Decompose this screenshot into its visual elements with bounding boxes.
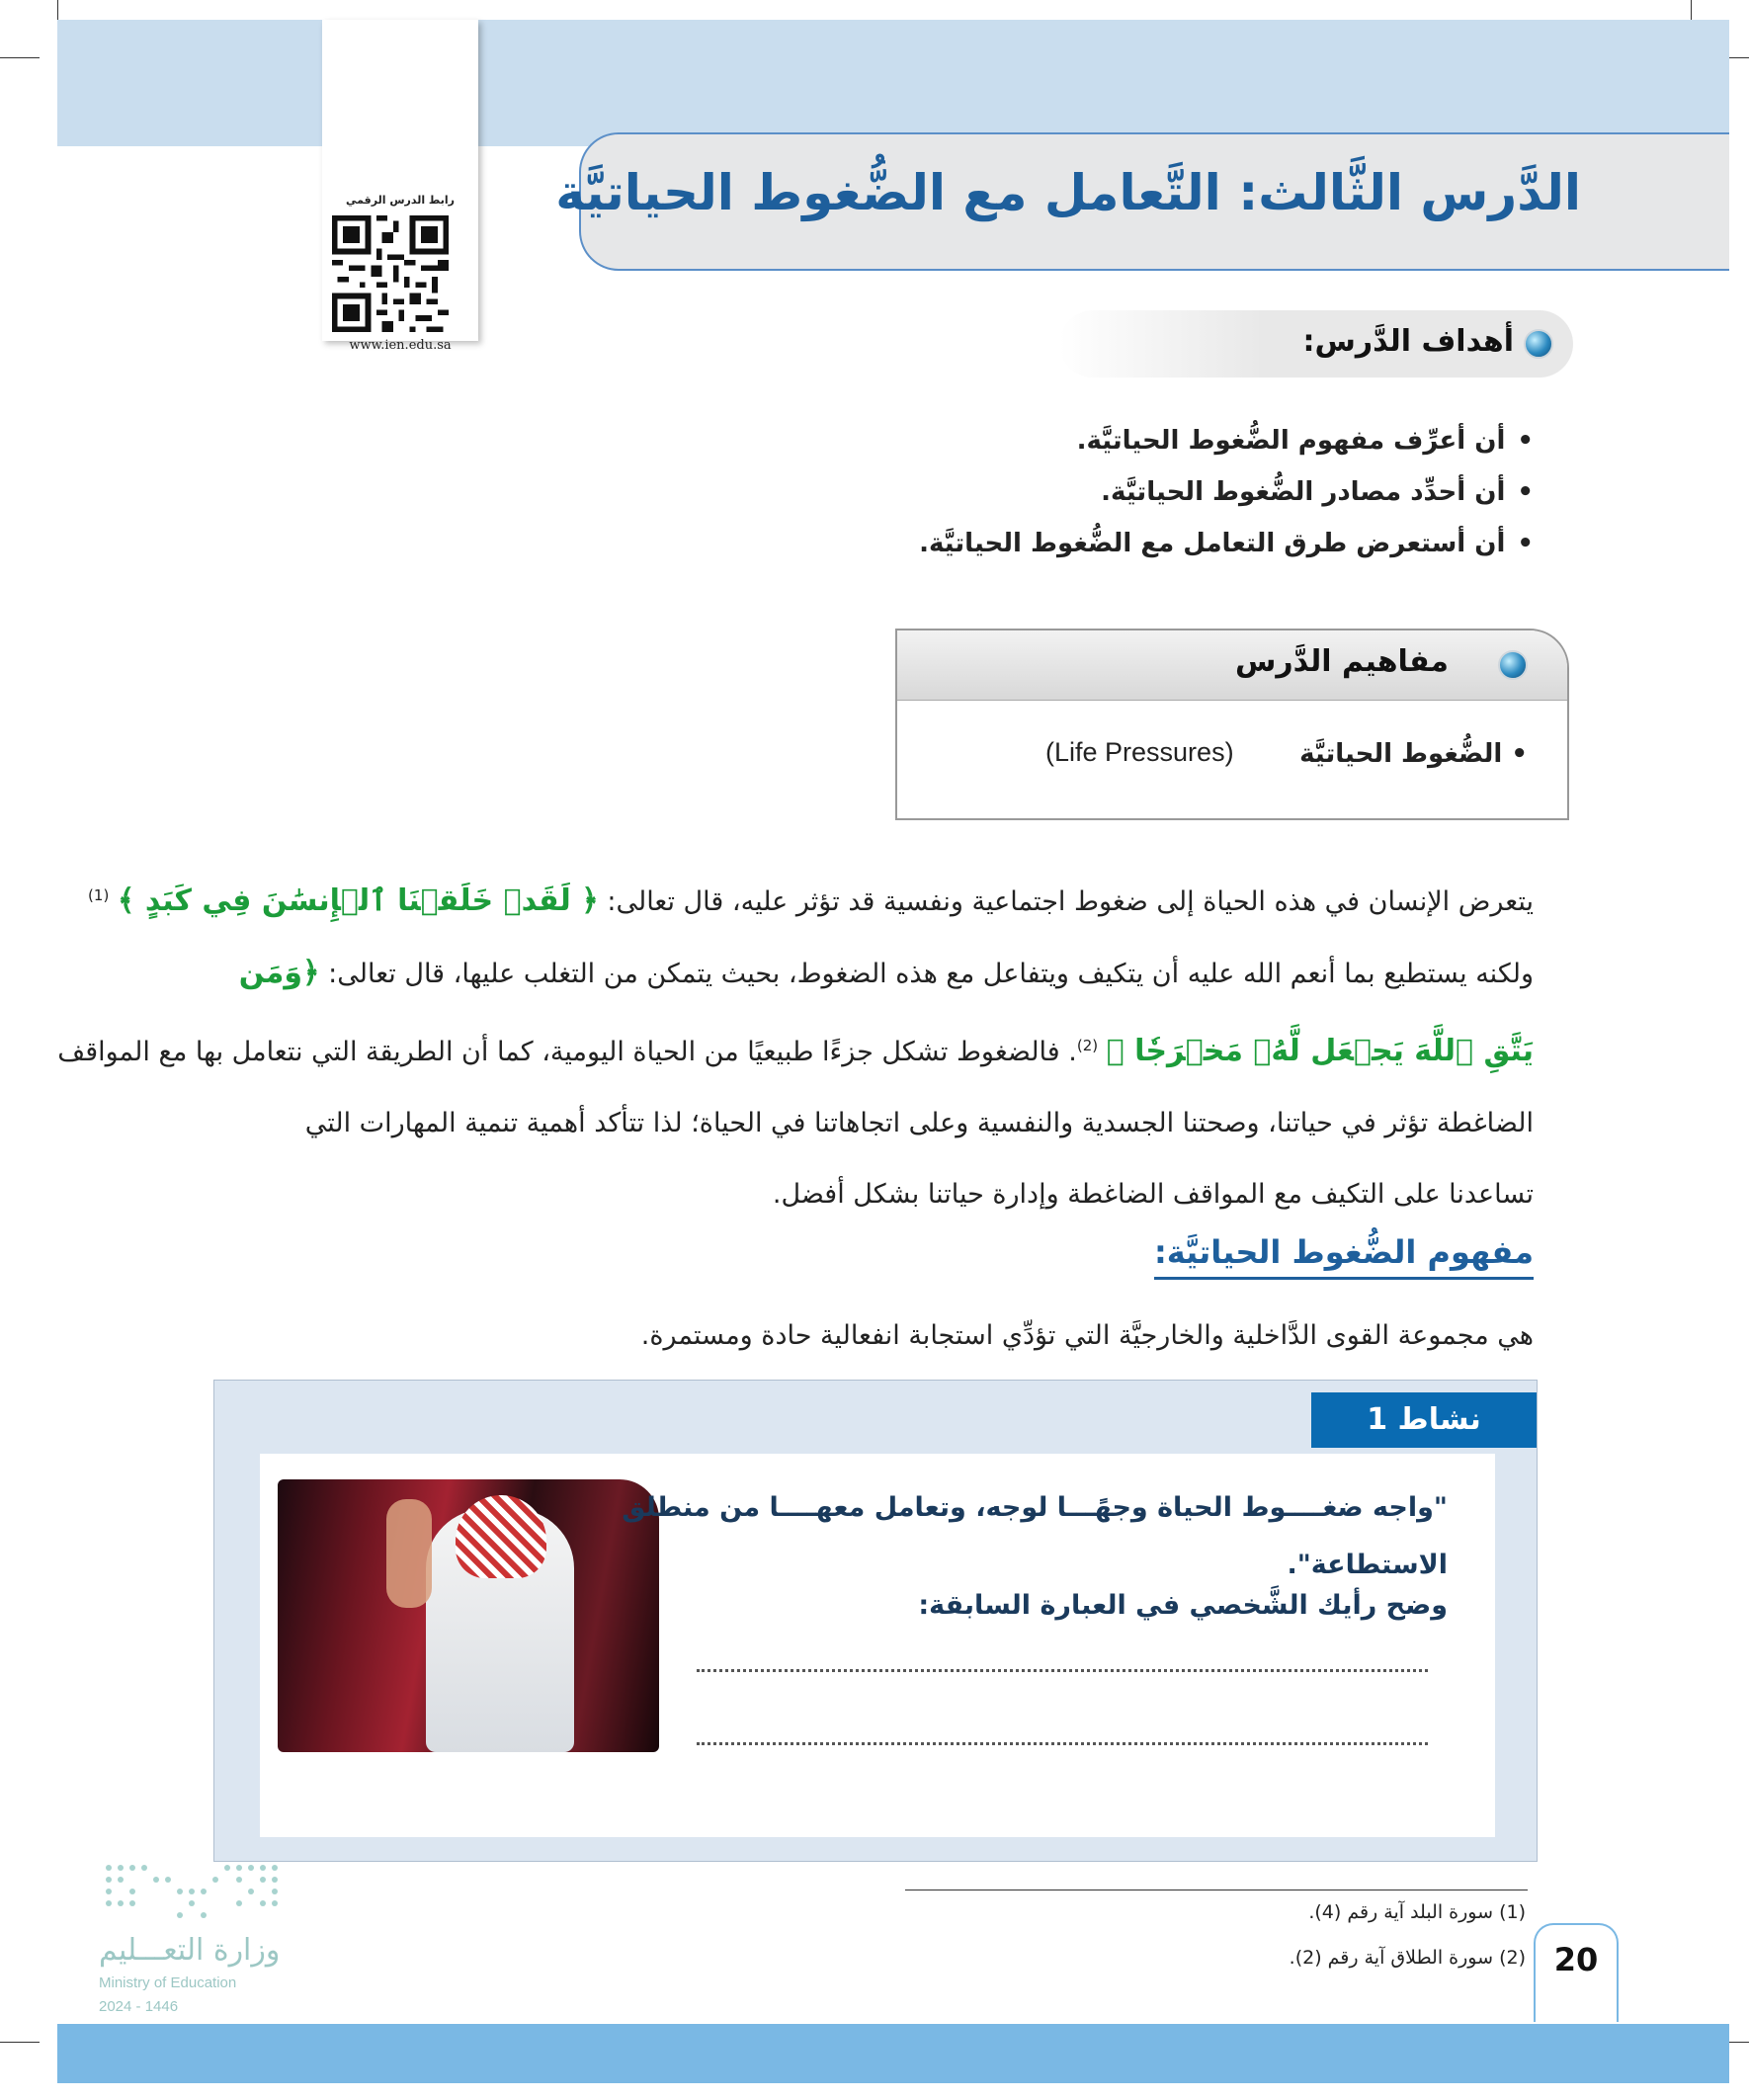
lesson-title: الدَّرس الثَّالث: التَّعامل مع الضُّغوط الحياتيَّة <box>555 164 1581 221</box>
quran-verse: يَتَّقِ ٱللَّهَ يَجۡعَل لَّهُۥ مَخۡرَجٗا ﴾ <box>1106 1034 1534 1068</box>
quran-verse: ﴿ لَقَدۡ خَلَقۡنَا ٱلۡإِنسَٰنَ فِي كَبَدٍ ﴾ <box>117 883 599 918</box>
blue-ball-icon <box>1524 329 1553 359</box>
ministry-dots-icon <box>99 1858 287 1927</box>
qr-url[interactable]: www.ien.edu.sa <box>349 338 452 353</box>
objectives-heading: أهداف الدَّرس: <box>1302 324 1514 359</box>
answer-line[interactable] <box>697 1740 1428 1745</box>
activity-label: نشاط 1 <box>1311 1392 1537 1448</box>
footnote-item: (1) سورة البلد آية رقم (4). <box>1308 1901 1526 1923</box>
concepts-heading: مفاهيم الدَّرس <box>1235 644 1449 679</box>
photo-hand <box>386 1499 432 1608</box>
crop-mark <box>0 2042 40 2043</box>
blue-ball-icon <box>1498 650 1528 680</box>
intro-line <box>209 938 1534 1010</box>
photo-headscarf <box>456 1495 546 1578</box>
intro-text: ولكنه يستطيع بما أنعم الله عليه أن يتكيف ويتفاعل مع هذه الضغوط، بحيث يتمكن من التغلب عليها، قال تعالى: <box>319 959 1534 989</box>
concept-term: • الضُّغوط الحياتيَّة <box>1299 739 1528 769</box>
definition-text: هي مجموعة القوى الدَّاخلية والخارجيَّة التي تؤدِّي استجابة انفعالية حادة ومستمرة. <box>640 1320 1534 1351</box>
concepts-header <box>897 630 1567 701</box>
stressed-man-photo <box>278 1479 659 1752</box>
objectives-heading-pill <box>1059 310 1573 378</box>
activity-quote <box>622 1479 1448 1594</box>
quote-line: "واجه ضغــــوط الحياة وجهًـــا لوجه، وتعامل معهــــا من منطلق <box>622 1492 1448 1523</box>
crop-mark <box>0 57 40 58</box>
intro-line: الضاغطة تؤثر في حياتنا، وصحتنا الجسدية والنفسية وعلى اتجاهاتنا في الحياة؛ لذا تتأكد أهمية تنمية المهارات التي <box>304 1108 1534 1138</box>
concept-term-english: (Life Pressures) <box>1045 737 1234 767</box>
footnote-ref[interactable]: (2) <box>1076 1037 1099 1054</box>
quran-verse: ﴿وَمَن <box>238 956 320 990</box>
footer-band <box>57 2024 1729 2083</box>
intro-line <box>57 1010 1534 1088</box>
intro-paragraph <box>57 860 1534 1230</box>
objective-item: • أن أحدِّد مصادر الضُّغوط الحياتيَّة. <box>919 466 1534 518</box>
qr-caption: رابط الدرس الرقمي <box>346 194 455 207</box>
page-number: 20 <box>1534 1923 1619 2022</box>
objective-item: • أن أستعرض طرق التعامل مع الضُّغوط الحياتيَّة. <box>919 518 1534 569</box>
ministry-name-ar: وزارة التعـــليم <box>99 1933 281 1968</box>
intro-line <box>88 860 1534 938</box>
quote-line: الاستطاعة". <box>1287 1550 1448 1580</box>
lesson-title-box <box>555 132 1729 271</box>
objectives-list <box>919 415 1534 569</box>
ministry-name-en: Ministry of Education <box>99 1974 237 1991</box>
header-band <box>57 20 1729 146</box>
definition-heading: مفهوم الضُّغوط الحياتيَّة: <box>1154 1233 1534 1280</box>
answer-line[interactable] <box>697 1667 1428 1672</box>
activity-content <box>260 1454 1495 1837</box>
objective-item: • أن أعرِّف مفهوم الضُّغوط الحياتيَّة. <box>919 415 1534 466</box>
intro-text: يتعرض الإنسان في هذه الحياة إلى ضغوط اجتماعية ونفسية قد تؤثر عليه، قال تعالى: <box>598 886 1534 917</box>
qr-card[interactable] <box>322 20 478 353</box>
intro-line: تساعدنا على التكيف مع المواقف الضاغطة وإدارة حياتنا بشكل أفضل. <box>772 1179 1534 1210</box>
concepts-box <box>895 629 1569 820</box>
activity-box <box>213 1380 1538 1862</box>
ministry-year: 2024 - 1446 <box>99 1998 179 2015</box>
footnote-ref[interactable]: (1) <box>88 886 110 904</box>
qr-code-icon[interactable] <box>332 215 449 332</box>
footnote-item: (2) سورة الطلاق آية رقم (2). <box>1289 1947 1526 1969</box>
intro-text: . فالضغوط تشكل جزءًا طبيعيًا من الحياة اليومية، كما أن الطريقة التي نتعامل بها مع المواقف <box>57 1037 1077 1067</box>
activity-instruction: وضح رأيك الشَّخصي في العبارة السابقة: <box>918 1590 1448 1621</box>
